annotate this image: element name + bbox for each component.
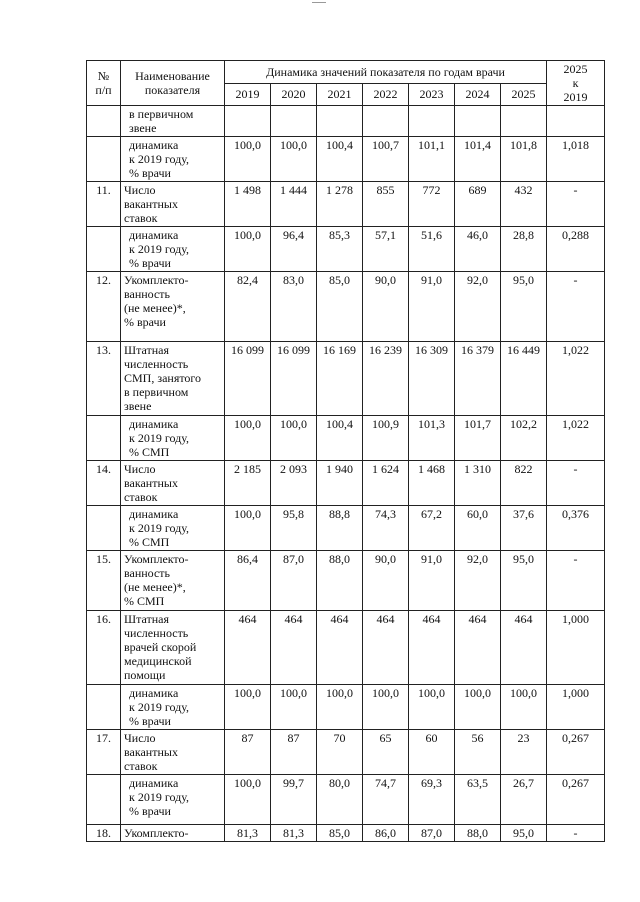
value-cell: 86,4 [225, 551, 271, 611]
value-cell: 81,3 [271, 825, 317, 842]
value-cell: 464 [225, 611, 271, 685]
value-cell: 101,4 [455, 137, 501, 182]
value-cell: 85,3 [317, 227, 363, 272]
value-cell: 51,6 [409, 227, 455, 272]
header-year: 2022 [363, 83, 409, 106]
value-cell: 100,0 [225, 137, 271, 182]
value-cell: 85,0 [317, 825, 363, 842]
value-cell: 100,7 [363, 137, 409, 182]
value-cell: 101,1 [409, 137, 455, 182]
ratio-cell [547, 106, 605, 137]
header-number: № п/п [87, 61, 121, 106]
ratio-cell: - [547, 461, 605, 506]
value-cell: 100,0 [317, 685, 363, 730]
value-cell: 80,0 [317, 775, 363, 825]
value-cell: 855 [363, 182, 409, 227]
value-cell: 88,0 [317, 551, 363, 611]
value-cell: 69,3 [409, 775, 455, 825]
value-cell: 100,0 [501, 685, 547, 730]
row-number [87, 775, 121, 825]
value-cell: 2 185 [225, 461, 271, 506]
header-year: 2019 [225, 83, 271, 106]
value-cell: 689 [455, 182, 501, 227]
row-number: 18. [87, 825, 121, 842]
value-cell: 56 [455, 730, 501, 775]
table-row [87, 182, 605, 227]
value-cell: 87,0 [409, 825, 455, 842]
value-cell: 100,0 [271, 416, 317, 461]
table-row [87, 730, 605, 775]
ratio-cell: 1,000 [547, 685, 605, 730]
value-cell: 464 [317, 611, 363, 685]
value-cell: 92,0 [455, 551, 501, 611]
value-cell: 91,0 [409, 272, 455, 342]
value-cell: 91,0 [409, 551, 455, 611]
value-cell: 100,0 [225, 506, 271, 551]
value-cell: 28,8 [501, 227, 547, 272]
value-cell: 464 [271, 611, 317, 685]
value-cell: 100,0 [409, 685, 455, 730]
value-cell: 16 449 [501, 342, 547, 416]
header-2025-vs-2019: 2025 к 2019 [547, 61, 605, 106]
value-cell: 70 [317, 730, 363, 775]
row-number: 13. [87, 342, 121, 416]
value-cell: 16 099 [225, 342, 271, 416]
table-row [87, 137, 605, 182]
value-cell: 88,8 [317, 506, 363, 551]
row-number: 12. [87, 272, 121, 342]
value-cell: 23 [501, 730, 547, 775]
value-cell: 1 940 [317, 461, 363, 506]
value-cell: 16 379 [455, 342, 501, 416]
value-cell: 1 498 [225, 182, 271, 227]
value-cell: 74,3 [363, 506, 409, 551]
header-year: 2024 [455, 83, 501, 106]
ratio-cell: 1,018 [547, 137, 605, 182]
value-cell: 432 [501, 182, 547, 227]
value-cell [225, 106, 271, 137]
indicator-name: в первичном звене [121, 106, 225, 137]
value-cell: 74,7 [363, 775, 409, 825]
value-cell: 82,4 [225, 272, 271, 342]
ratio-cell: - [547, 551, 605, 611]
ratio-cell: 1,000 [547, 611, 605, 685]
value-cell: 16 239 [363, 342, 409, 416]
value-cell: 1 310 [455, 461, 501, 506]
value-cell: 100,0 [455, 685, 501, 730]
row-number: 11. [87, 182, 121, 227]
table-row [87, 342, 605, 416]
value-cell: 95,0 [501, 551, 547, 611]
header-indicator-name: Наименование показателя [121, 61, 225, 106]
indicator-name: динамика к 2019 году, % СМП [121, 416, 225, 461]
value-cell [363, 106, 409, 137]
value-cell: 67,2 [409, 506, 455, 551]
value-cell: 464 [455, 611, 501, 685]
value-cell: 101,3 [409, 416, 455, 461]
value-cell: 100,4 [317, 416, 363, 461]
indicator-name: динамика к 2019 году, % врачи [121, 685, 225, 730]
ratio-cell: - [547, 272, 605, 342]
header-year: 2020 [271, 83, 317, 106]
row-number: 15. [87, 551, 121, 611]
ratio-cell: 1,022 [547, 342, 605, 416]
value-cell: 16 099 [271, 342, 317, 416]
table-row [87, 506, 605, 551]
row-number [87, 106, 121, 137]
value-cell: 772 [409, 182, 455, 227]
value-cell: 65 [363, 730, 409, 775]
value-cell: 100,0 [363, 685, 409, 730]
indicator-name: Штатная численность врачей скорой медицинской помощи [121, 611, 225, 685]
value-cell [271, 106, 317, 137]
indicator-name: динамика к 2019 году, % врачи [121, 137, 225, 182]
value-cell: 1 624 [363, 461, 409, 506]
header-year: 2025 [501, 83, 547, 106]
value-cell: 88,0 [455, 825, 501, 842]
value-cell: 60,0 [455, 506, 501, 551]
value-cell: 1 444 [271, 182, 317, 227]
value-cell: 16 169 [317, 342, 363, 416]
value-cell: 87 [225, 730, 271, 775]
indicator-name: Укомплекто- ванность (не менее)*, % врачи [121, 272, 225, 342]
value-cell: 102,2 [501, 416, 547, 461]
table-row [87, 272, 605, 342]
value-cell: 26,7 [501, 775, 547, 825]
indicator-name: Укомплекто- [121, 825, 225, 842]
header-dynamics-title: Динамика значений показателя по годам врачи [225, 61, 547, 84]
value-cell: 99,7 [271, 775, 317, 825]
indicator-name: Число вакантных ставок [121, 461, 225, 506]
table-row [87, 461, 605, 506]
table-row [87, 775, 605, 825]
ratio-cell: 1,022 [547, 416, 605, 461]
ratio-cell: 0,267 [547, 775, 605, 825]
indicator-name: динамика к 2019 году, % врачи [121, 775, 225, 825]
table-row [87, 685, 605, 730]
table-row [87, 825, 605, 842]
ratio-cell: - [547, 825, 605, 842]
value-cell: 95,8 [271, 506, 317, 551]
value-cell: 2 093 [271, 461, 317, 506]
row-number [87, 506, 121, 551]
value-cell: 100,9 [363, 416, 409, 461]
value-cell: 87,0 [271, 551, 317, 611]
value-cell: 90,0 [363, 551, 409, 611]
indicator-name: Число вакантных ставок [121, 730, 225, 775]
value-cell [455, 106, 501, 137]
row-number [87, 685, 121, 730]
value-cell: 90,0 [363, 272, 409, 342]
value-cell: 87 [271, 730, 317, 775]
value-cell: 85,0 [317, 272, 363, 342]
value-cell: 101,8 [501, 137, 547, 182]
value-cell: 37,6 [501, 506, 547, 551]
value-cell: 1 278 [317, 182, 363, 227]
indicator-table [86, 60, 605, 842]
indicator-name: Укомплекто- ванность (не менее)*, % СМП [121, 551, 225, 611]
value-cell: 46,0 [455, 227, 501, 272]
value-cell: 60 [409, 730, 455, 775]
value-cell: 86,0 [363, 825, 409, 842]
value-cell [317, 106, 363, 137]
row-number: 14. [87, 461, 121, 506]
row-number: 16. [87, 611, 121, 685]
ratio-cell: 0,288 [547, 227, 605, 272]
ratio-cell: 0,376 [547, 506, 605, 551]
header-year: 2023 [409, 83, 455, 106]
row-number: 17. [87, 730, 121, 775]
value-cell: 100,4 [317, 137, 363, 182]
indicator-name: динамика к 2019 году, % СМП [121, 506, 225, 551]
ratio-cell: - [547, 182, 605, 227]
header-year: 2021 [317, 83, 363, 106]
value-cell [409, 106, 455, 137]
value-cell: 95,0 [501, 825, 547, 842]
value-cell: 100,0 [225, 685, 271, 730]
value-cell: 57,1 [363, 227, 409, 272]
row-number [87, 416, 121, 461]
value-cell: 83,0 [271, 272, 317, 342]
table-row [87, 551, 605, 611]
value-cell: 464 [409, 611, 455, 685]
value-cell: 95,0 [501, 272, 547, 342]
value-cell: 100,0 [271, 685, 317, 730]
table-row [87, 227, 605, 272]
value-cell: 63,5 [455, 775, 501, 825]
page-top-mark [312, 2, 326, 3]
table-row [87, 611, 605, 685]
value-cell: 822 [501, 461, 547, 506]
value-cell: 92,0 [455, 272, 501, 342]
value-cell: 100,0 [225, 416, 271, 461]
row-number [87, 137, 121, 182]
table-row [87, 106, 605, 137]
value-cell [501, 106, 547, 137]
value-cell: 100,0 [271, 137, 317, 182]
indicator-name: Число вакантных ставок [121, 182, 225, 227]
value-cell: 81,3 [225, 825, 271, 842]
value-cell: 101,7 [455, 416, 501, 461]
ratio-cell: 0,267 [547, 730, 605, 775]
value-cell: 16 309 [409, 342, 455, 416]
value-cell: 1 468 [409, 461, 455, 506]
indicator-name: Штатная численность СМП, занятого в первичном звене [121, 342, 225, 416]
value-cell: 100,0 [225, 227, 271, 272]
value-cell: 464 [501, 611, 547, 685]
indicator-name: динамика к 2019 году, % врачи [121, 227, 225, 272]
value-cell: 96,4 [271, 227, 317, 272]
table-row [87, 416, 605, 461]
row-number [87, 227, 121, 272]
value-cell: 464 [363, 611, 409, 685]
value-cell: 100,0 [225, 775, 271, 825]
